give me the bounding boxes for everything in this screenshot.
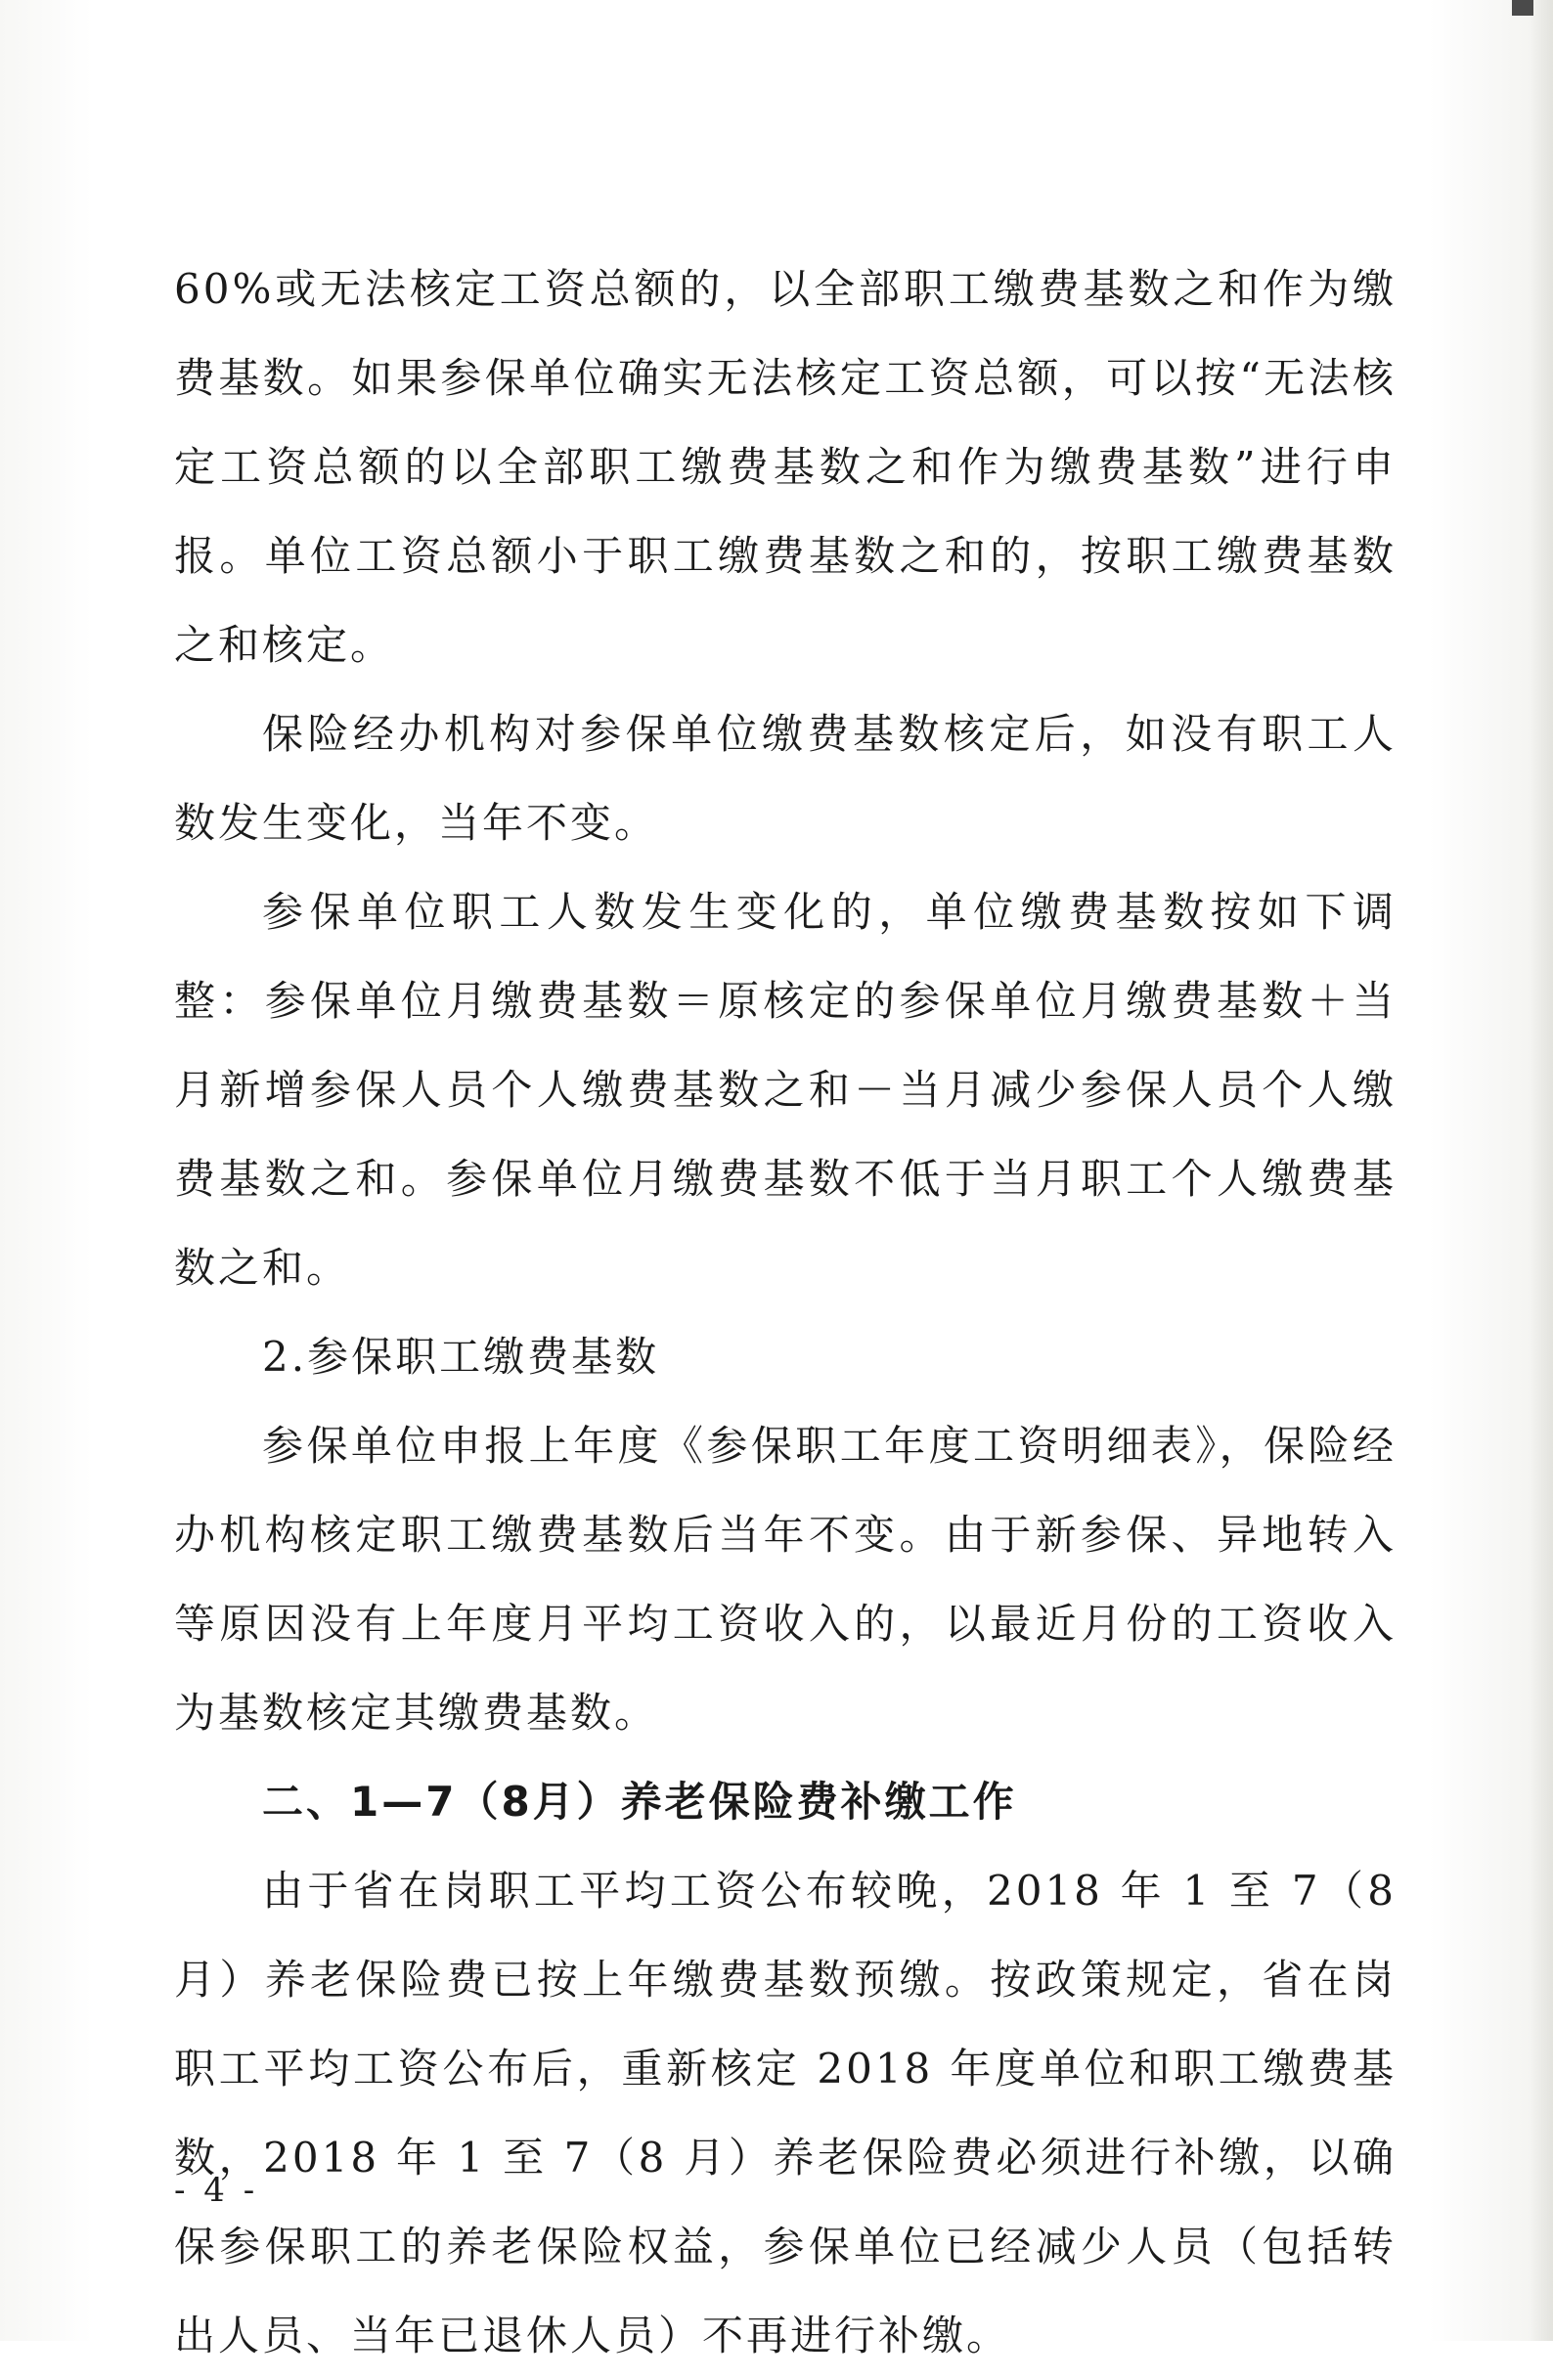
subheading-employee-base: 2.参保职工缴费基数 [262,1333,660,1381]
paragraph-base-adjustment: 参保单位职工人数发生变化的，单位缴费基数按如下调整：参保单位月缴费基数＝原核定的参保单位月缴费基数＋当月新增参保人员个人缴费基数之和－当月减少参保人员个人缴费基数之和。参保单位月缴费基数不低于当月职工个人缴费基数之和。 [174,888,1397,1292]
paragraph-contribution-base-calculation: 60%或无法核定工资总额的，以全部职工缴费基数之和作为缴费基数。如果参保单位确实无法核定工资总额，可以按“无法核定工资总额的以全部职工缴费基数之和作为缴费基数”进行申报。单位工资总额小于职工缴费基数之和的，按职工缴费基数之和核定。 [174,265,1397,669]
paragraph-base-unchanged: 保险经办机构对参保单位缴费基数核定后，如没有职工人数发生变化，当年不变。 [174,710,1397,847]
paragraph-back-payment: 由于省在岗职工平均工资公布较晚，2018 年 1 至 7（8 月）养老保险费已按上年缴费基数预缴。按政策规定，省在岗职工平均工资公布后，重新核定 2018 年度单位和职工缴费基数，2018 年 1 至 7（8 月）养老保险费必须进行补缴，以确保参保职工的养老保险权益，参保单位已经减少人员（包括转出人员、当年已退休人员）不再进行补缴。 [174,1867,1413,2359]
corner-mark [1512,0,1533,16]
document-body [174,244,1413,2380]
section-heading-back-payment: 二、1—7（8月）养老保险费补缴工作 [262,1778,1017,1826]
page-binding-edge [1530,0,1553,2341]
page-number: - 4 - [174,2171,259,2210]
paragraph-employee-base: 参保单位申报上年度《参保职工年度工资明细表》，保险经办机构核定职工缴费基数后当年不变。由于新参保、异地转入等原因没有上年度月平均工资收入的，以最近月份的工资收入为基数核定其缴费基数。 [174,1422,1397,1737]
